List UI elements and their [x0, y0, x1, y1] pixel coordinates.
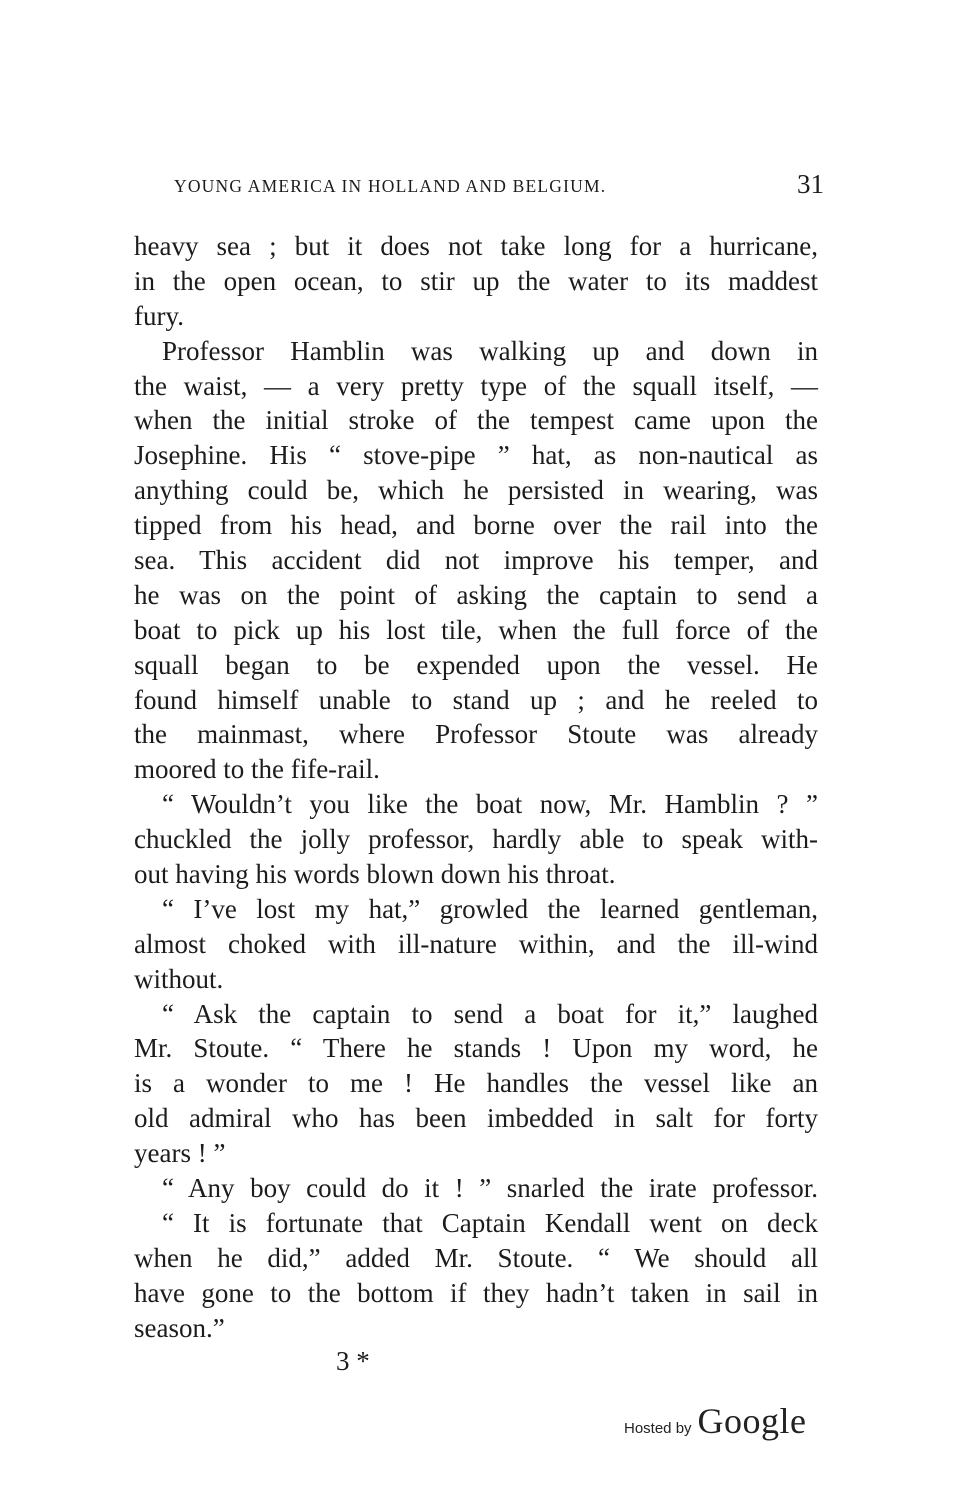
body-text: [134, 229, 818, 1346]
text-line: the waist, — a very pretty type of the squall itself, —: [134, 370, 818, 401]
paragraph: [134, 1171, 818, 1206]
google-logo: Google: [697, 1401, 807, 1441]
text-line: chuckled the jolly professor, hardly able to speak with-: [134, 824, 818, 855]
text-line: season.”: [134, 1312, 225, 1343]
text-line: moored to the fife-rail.: [134, 754, 380, 785]
paragraph: [134, 787, 818, 892]
text-line: heavy sea ; but it does not take long for a hurricane,: [134, 231, 818, 261]
text-line: without.: [134, 963, 224, 994]
text-line: the mainmast, where Professor Stoute was already: [134, 719, 818, 750]
text-line: years ! ”: [134, 1138, 226, 1169]
text-line: he was on the point of asking the captain to send a: [134, 579, 818, 610]
text-line: Professor Hamblin was walking up and down in: [162, 335, 818, 366]
text-line: tipped from his head, and borne over the rail into the: [134, 510, 818, 541]
text-line: almost choked with ill-nature within, and the ill-wind: [134, 928, 818, 959]
text-line: fury.: [134, 300, 184, 331]
paragraph: [134, 229, 818, 334]
text-line: squall began to be expended upon the vessel. He: [134, 649, 818, 680]
running-head: [174, 169, 824, 202]
signature-mark: 3 *: [336, 1346, 370, 1376]
text-line: “ I’ve lost my hat,” growled the learned gentleman,: [162, 893, 818, 924]
paragraph: [134, 892, 818, 997]
page-number: 31: [797, 169, 824, 199]
text-line: sea. This accident did not improve his temper, and: [134, 545, 818, 576]
text-line: Mr. Stoute. “ There he stands ! Upon my word, he: [134, 1033, 818, 1064]
text-line: anything could be, which he persisted in wearing, was: [134, 475, 818, 506]
running-title: YOUNG AMERICA IN HOLLAND AND BELGIUM.: [174, 176, 607, 196]
text-line: “ Ask the captain to send a boat for it,” laughed: [162, 998, 818, 1029]
paragraph: [134, 997, 818, 1171]
text-line: “ Any boy could do it ! ” snarled the irate professor.: [162, 1173, 818, 1204]
paragraph: [134, 334, 818, 788]
text-line: boat to pick up his lost tile, when the full force of the: [134, 614, 818, 645]
text-line: out having his words blown down his throat.: [134, 859, 616, 890]
text-line: is a wonder to me ! He handles the vessel like an: [134, 1068, 818, 1099]
text-line: have gone to the bottom if they hadn’t taken in sail in: [134, 1277, 818, 1308]
text-line: Josephine. His “ stove-pipe ” hat, as non-nautical as: [134, 440, 818, 471]
text-line: in the open ocean, to stir up the water to its maddest: [134, 265, 818, 296]
text-line: when he did,” added Mr. Stoute. “ We should all: [134, 1242, 818, 1273]
text-line: old admiral who has been imbedded in salt for forty: [134, 1103, 818, 1134]
text-line: when the initial stroke of the tempest came upon the: [134, 405, 818, 436]
hosted-by-watermark: [624, 1400, 807, 1440]
hosted-by-label: Hosted by: [624, 1420, 692, 1437]
paragraph: [134, 1206, 818, 1346]
text-line: found himself unable to stand up ; and he reeled to: [134, 684, 818, 715]
text-line: “ It is fortunate that Captain Kendall went on deck: [162, 1207, 818, 1238]
text-line: “ Wouldn’t you like the boat now, Mr. Hamblin ? ”: [162, 789, 818, 820]
